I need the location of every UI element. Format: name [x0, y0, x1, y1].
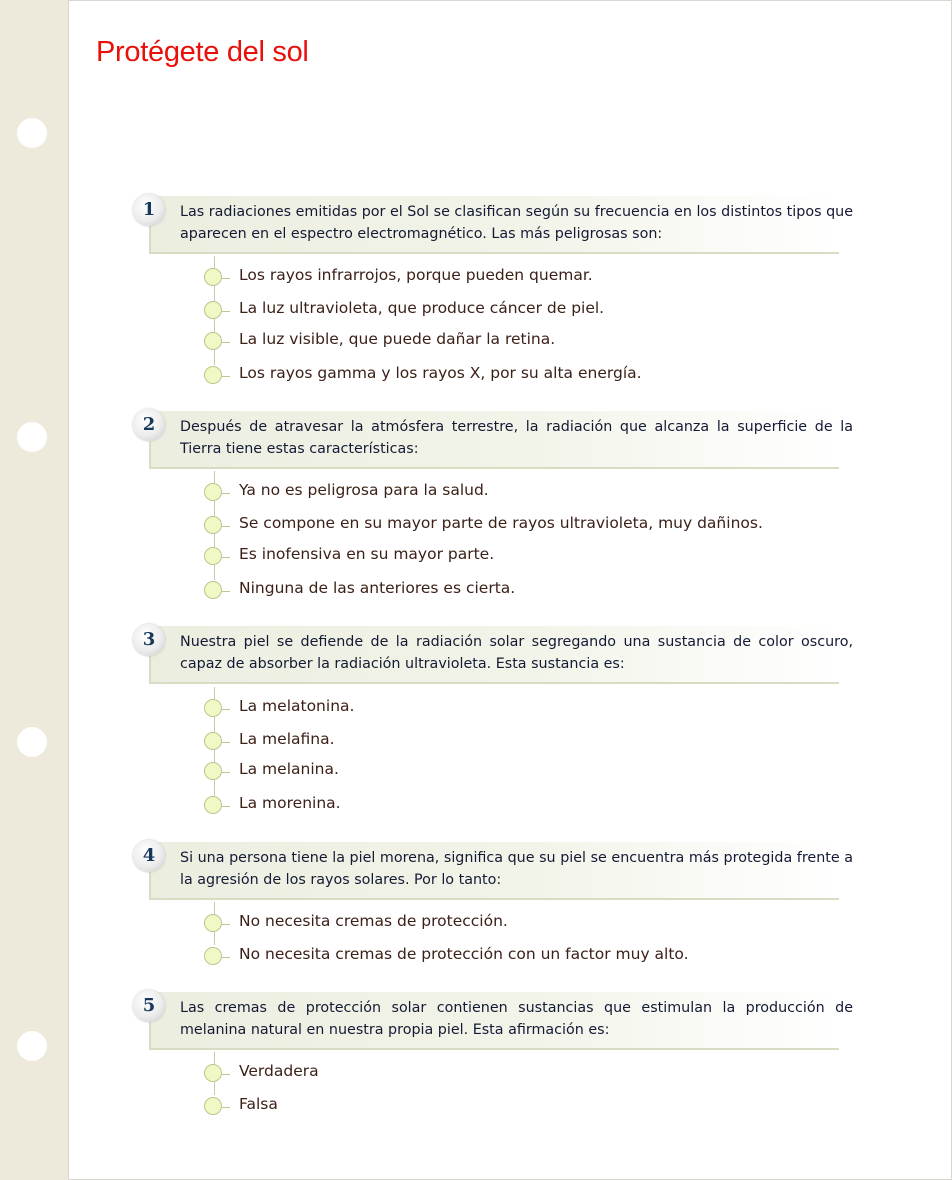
- option-label[interactable]: La luz visible, que puede dañar la retina.: [239, 330, 556, 348]
- option-label[interactable]: Falsa: [239, 1095, 278, 1113]
- radio-button[interactable]: [204, 1064, 222, 1082]
- option-label[interactable]: La melafina.: [239, 730, 335, 748]
- radio-button[interactable]: [204, 1097, 222, 1115]
- page-title: Protégete del sol: [96, 36, 309, 68]
- option-label[interactable]: Se compone en su mayor parte de rayos ultravioleta, muy dañinos.: [239, 514, 763, 532]
- option-4-2[interactable]: [0, 947, 720, 971]
- option-label[interactable]: La morenina.: [239, 794, 341, 812]
- radio-button[interactable]: [204, 366, 222, 384]
- option-1-2[interactable]: [0, 301, 720, 325]
- option-2-4[interactable]: [0, 581, 720, 605]
- binder-hole: [17, 118, 47, 148]
- question-text: Nuestra piel se defiende de la radiación solar segregando una sustancia de color oscuro, capaz de absorber la radiación ultravioleta. Esta sustancia es:: [180, 634, 853, 672]
- binder-hole: [17, 1031, 47, 1061]
- radio-button[interactable]: [204, 699, 222, 717]
- option-label[interactable]: No necesita cremas de protección.: [239, 912, 508, 930]
- radio-button[interactable]: [204, 516, 222, 534]
- option-3-4[interactable]: [0, 796, 720, 820]
- radio-button[interactable]: [204, 547, 222, 565]
- option-2-3[interactable]: [0, 547, 720, 571]
- option-2-1[interactable]: [0, 483, 720, 507]
- option-1-3[interactable]: [0, 332, 720, 356]
- option-label[interactable]: Verdadera: [239, 1062, 319, 1080]
- option-1-4[interactable]: [0, 366, 720, 390]
- option-label[interactable]: Los rayos infrarrojos, porque pueden quemar.: [239, 266, 593, 284]
- question-text: Las cremas de protección solar contienen sustancias que estimulan la producción de melanina natural en nuestra propia piel. Esta afirmación es:: [180, 1000, 853, 1038]
- option-label[interactable]: La melanina.: [239, 760, 339, 778]
- radio-button[interactable]: [204, 268, 222, 286]
- radio-button[interactable]: [204, 581, 222, 599]
- option-2-2[interactable]: [0, 514, 763, 540]
- option-5-2[interactable]: [0, 1097, 720, 1121]
- question-number-badge: 4: [133, 840, 165, 872]
- option-5-1[interactable]: [0, 1064, 720, 1088]
- question-number-badge: 2: [133, 409, 165, 441]
- radio-button[interactable]: [204, 483, 222, 501]
- option-label[interactable]: No necesita cremas de protección con un factor muy alto.: [239, 945, 689, 963]
- radio-button[interactable]: [204, 947, 222, 965]
- option-label[interactable]: Ya no es peligrosa para la salud.: [239, 481, 489, 499]
- question-text: Si una persona tiene la piel morena, significa que su piel se encuentra más protegida frente a la agresión de los rayos solares. Por lo tanto:: [180, 850, 853, 888]
- radio-button[interactable]: [204, 732, 222, 750]
- radio-button[interactable]: [204, 762, 222, 780]
- option-3-2[interactable]: [0, 732, 720, 756]
- option-3-3[interactable]: [0, 762, 720, 786]
- radio-button[interactable]: [204, 332, 222, 350]
- binder-hole: [17, 422, 47, 452]
- option-1-1[interactable]: [0, 268, 720, 292]
- question-text: Después de atravesar la atmósfera terrestre, la radiación que alcanza la superficie de la Tierra tiene estas características:: [180, 419, 853, 457]
- option-label[interactable]: Los rayos gamma y los rayos X, por su alta energía.: [239, 364, 642, 382]
- option-label[interactable]: La melatonina.: [239, 697, 355, 715]
- option-label[interactable]: Es inofensiva en su mayor parte.: [239, 545, 495, 563]
- question-number-badge: 3: [133, 624, 165, 656]
- radio-button[interactable]: [204, 301, 222, 319]
- option-label[interactable]: La luz ultravioleta, que produce cáncer de piel.: [239, 299, 605, 317]
- question-text: Las radiaciones emitidas por el Sol se clasifican según su frecuencia en los distintos tipos que aparecen en el espectro electromagnético. Las más peligrosas son:: [180, 204, 853, 242]
- radio-button[interactable]: [204, 796, 222, 814]
- question-number-badge: 1: [133, 194, 165, 226]
- option-label[interactable]: Ninguna de las anteriores es cierta.: [239, 579, 516, 597]
- option-4-1[interactable]: [0, 914, 720, 938]
- option-3-1[interactable]: [0, 699, 720, 723]
- radio-button[interactable]: [204, 914, 222, 932]
- question-number-badge: 5: [133, 990, 165, 1022]
